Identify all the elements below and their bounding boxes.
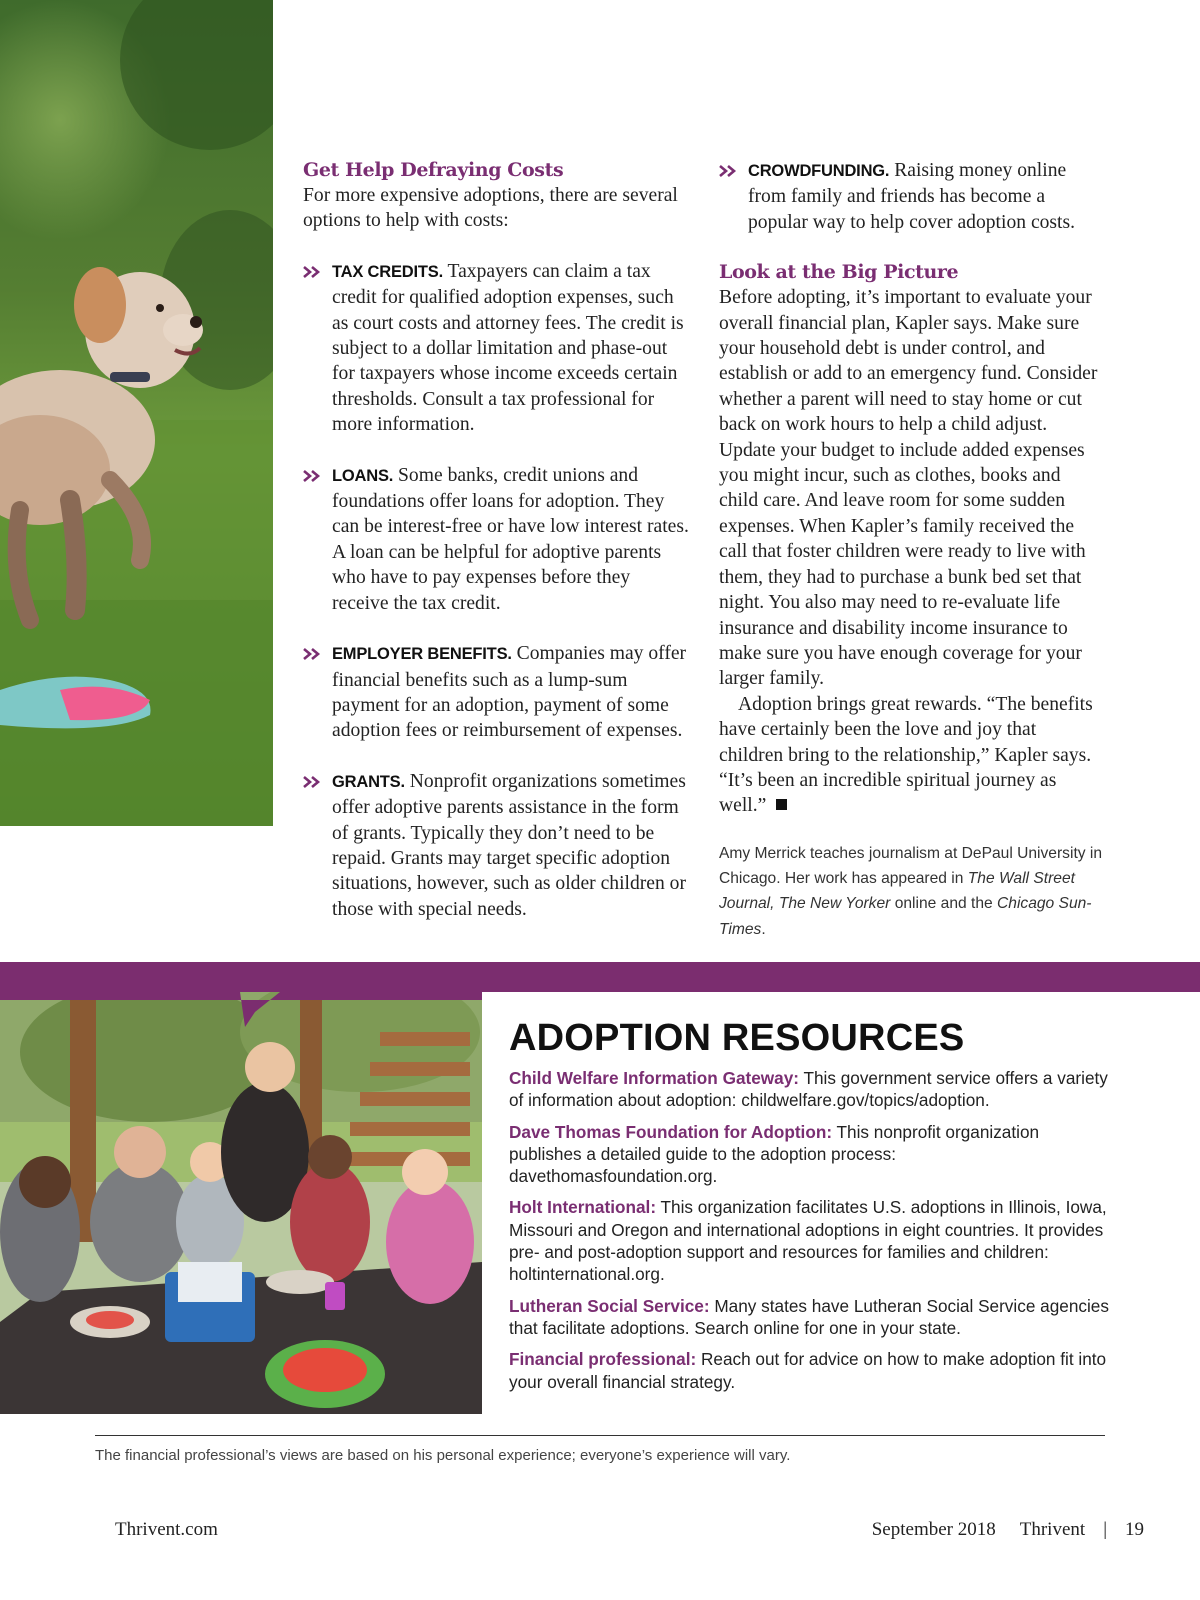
bio-text: Amy Merrick teaches journalism at DePaul University in Chicago. Her work has appeared in <box>719 844 1103 888</box>
resource-name: Child Welfare Information Gateway: <box>509 1068 800 1088</box>
intro-paragraph: For more expensive adoptions, there are several options to help with costs: <box>303 185 678 232</box>
disclaimer: The financial professional’s views are based on his personal experience; everyone’s experience will vary. <box>95 1447 791 1464</box>
bullet-text: Nonprofit organizations sometimes offer adoptive parents assistance in the form of grants. Typically they don’t need to be repaid. Grants may target specific adoption situations, however, such as older children or those with special needs. <box>332 770 686 920</box>
purple-divider-band <box>0 962 1200 992</box>
resource-text: This government service offers a variety of information about adoption: childwelfare.gov/topics/adoption. <box>509 1068 1108 1111</box>
bullet-lead: GRANTS. <box>332 772 405 791</box>
resource-name: Dave Thomas Foundation for Adoption: <box>509 1121 833 1142</box>
double-chevron-icon <box>303 648 323 660</box>
end-mark-icon <box>776 799 787 810</box>
body-paragraph-2 <box>719 692 1104 819</box>
bio-text: . <box>761 920 766 938</box>
bio-text: online and the <box>890 895 998 913</box>
resource-item <box>509 1067 1109 1112</box>
bullet-text: Raising money online from family and friends has become a popular way to help cover adoption costs. <box>748 160 1076 233</box>
right-column <box>719 158 1104 942</box>
bullet-grants <box>303 769 691 922</box>
page-number: 19 <box>1125 1519 1144 1540</box>
bullet-employer-benefits <box>303 641 691 744</box>
resource-name: Lutheran Social Service: <box>509 1295 710 1316</box>
bullet-loans <box>303 463 691 616</box>
resource-name: Holt International: <box>509 1197 657 1218</box>
body-paragraph-1: Before adopting, it’s important to evaluate your overall financial plan, Kapler says. Make sure your household debt is under control, and establish or add to an emergency fund. Consider whether a parent will need to stay home or cut back on work hours to help a child adjust. Update your budget to include added expenses you might incur, such as clothes, books and child care. And leave room for some sudden expenses. When Kapler’s family received the call that foster children were ready to live with them, they had to purchase a bunk bed set that night. You also may need to re-evaluate life insurance and disability income insurance to make sure you have enough coverage for your larger family. <box>719 287 1098 690</box>
double-chevron-icon <box>303 470 323 482</box>
bio-separator: , <box>770 895 779 913</box>
resource-text: This nonprofit organization publishes a detailed guide to the adoption process: davethomasfoundation.org. <box>509 1121 1040 1187</box>
bio-publication: Chicago Sun-Times <box>719 895 1092 938</box>
bullet-lead: CROWDFUNDING. <box>748 162 890 180</box>
bullet-text: Taxpayers can claim a tax credit for qualified adoption expenses, such as court costs and attorney fees. The credit is subject to a dollar limitation and phase-out for taxpayers whose income exceeds certain thresholds. Consult a tax professional for more information. <box>332 260 684 436</box>
section-heading-help-costs: Get Help Defraying Costs <box>303 159 564 181</box>
bullet-lead: EMPLOYER BENEFITS. <box>332 645 512 664</box>
resource-item <box>509 1295 1109 1340</box>
resource-name: Financial professional: <box>509 1349 697 1370</box>
bullet-text: Some banks, credit unions and foundations offer loans for adoption. They can be interest-free or have low interest rates. A loan can be helpful for adoptive parents who have to pay expenses before they receive the tax credit. <box>332 464 689 614</box>
resource-item <box>509 1196 1109 1285</box>
bullet-crowdfunding <box>719 158 1104 235</box>
author-bio <box>719 841 1104 942</box>
resources-title: ADOPTION RESOURCES <box>509 1017 965 1059</box>
bullet-tax-credits <box>303 259 691 438</box>
folio-magazine: Thrivent <box>1019 1519 1086 1540</box>
resource-text: This organization facilitates U.S. adoptions in Illinois, Iowa, Missouri and Oregon and international adoptions in eight countries. It provides pre- and post-adoption support and resources for families and children: holtinternational.org. <box>509 1197 1107 1285</box>
resource-item <box>509 1121 1109 1188</box>
resource-text: Many states have Lutheran Social Service agencies that facilitate adoptions. Search online for one in your state. <box>509 1295 1109 1338</box>
dog-photo <box>0 0 273 826</box>
bio-publication: The Wall Street Journal <box>719 870 1075 913</box>
folio-website: Thrivent.com <box>115 1519 218 1540</box>
double-chevron-icon <box>303 776 323 788</box>
folio <box>872 1519 1144 1541</box>
bullet-text: Companies may offer financial benefits such as a lump-sum payment for an adoption, payment of some adoption fees or reimbursement of expenses. <box>332 643 687 742</box>
family-photo <box>0 992 482 1414</box>
footer-rule <box>95 1435 1105 1436</box>
double-chevron-icon <box>719 165 739 177</box>
double-chevron-icon <box>303 266 323 278</box>
resource-item <box>509 1348 1109 1393</box>
bio-publication: The New Yorker <box>778 895 891 913</box>
resource-text: Reach out for advice on how to make adoption fit into your overall financial strategy. <box>509 1349 1107 1392</box>
bullet-lead: LOANS. <box>332 466 394 485</box>
section-heading-big-picture: Look at the Big Picture <box>719 261 959 284</box>
body-paragraph-2-text: Adoption brings great rewards. “The benefits have certainly been the love and joy that children bring to the relationship,” Kapler says. “It’s been an incredible spiritual journey as well.” <box>719 693 1093 817</box>
folio-separator: | <box>1103 1519 1107 1540</box>
adoption-resources <box>509 1017 1109 1402</box>
bullet-lead: TAX CREDITS. <box>332 262 443 281</box>
left-column <box>303 158 691 947</box>
folio-issue: September 2018 <box>871 1519 996 1540</box>
